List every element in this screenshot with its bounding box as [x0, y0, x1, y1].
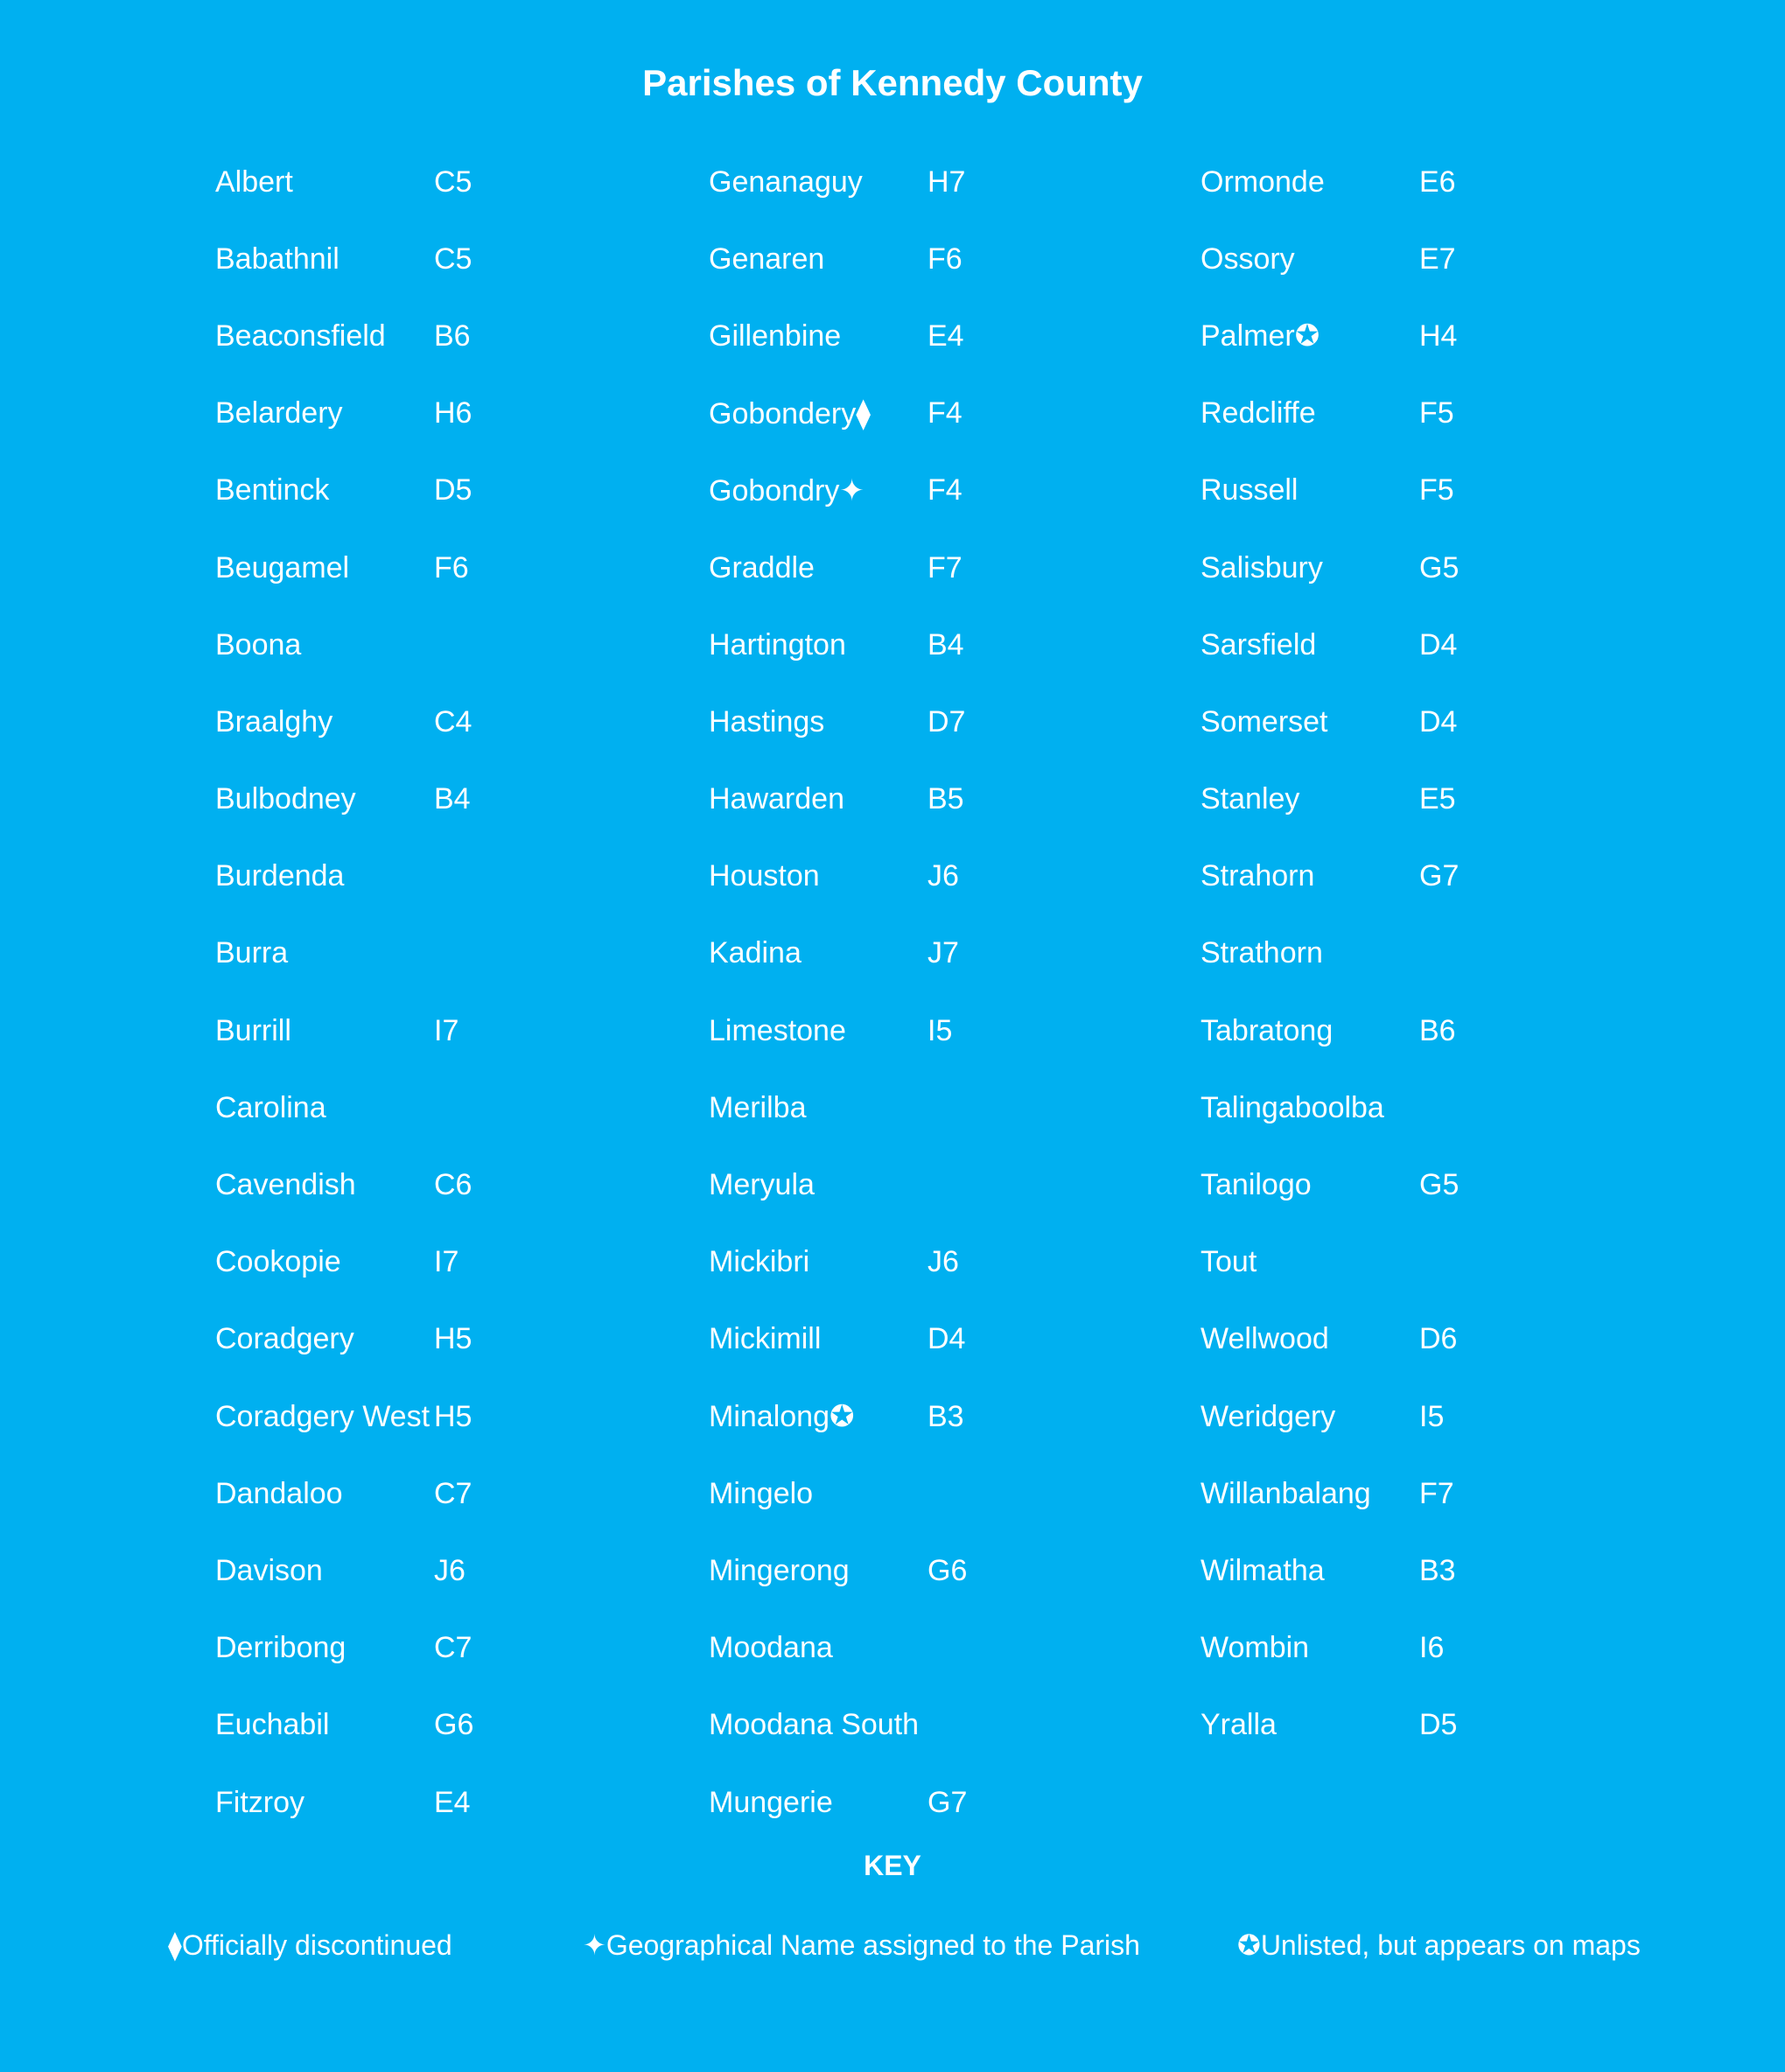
parish-row [1200, 1378, 1524, 1455]
parish-grid-ref: B6 [1419, 1013, 1456, 1047]
parish-name: Houston [709, 859, 820, 893]
parish-name: Gobondery⧫ [709, 396, 872, 430]
parish-row [215, 915, 539, 992]
parish-row [709, 452, 1032, 529]
parish-row [215, 220, 539, 298]
parish-name: Babathnil [215, 242, 340, 276]
parish-grid-ref: F4 [928, 473, 962, 508]
parish-row [215, 1455, 539, 1532]
parish-grid-ref: H5 [434, 1399, 472, 1433]
parish-name: Wombin [1200, 1631, 1310, 1665]
parish-grid-ref: C7 [434, 1631, 472, 1665]
parish-name: Davison [215, 1553, 323, 1587]
legend-geographical-name: ✦Geographical Name assigned to the Parish [583, 1929, 1140, 1961]
parish-name: Braalghy [215, 704, 333, 738]
parish-row [215, 992, 539, 1069]
parish-row [215, 529, 539, 606]
parish-name: Fitzroy [215, 1785, 304, 1819]
parish-row [709, 1610, 1032, 1687]
parish-row [1200, 1687, 1524, 1764]
parish-grid-ref: B3 [928, 1399, 964, 1433]
parish-row [1200, 452, 1524, 529]
parish-row [215, 1610, 539, 1687]
parish-column-2 [709, 144, 1032, 1841]
parish-grid-ref: H4 [1419, 318, 1458, 353]
parish-row [1200, 529, 1524, 606]
parish-name: Strahorn [1200, 859, 1315, 893]
parish-row [215, 298, 539, 374]
legend-unlisted: ✪Unlisted, but appears on maps [1237, 1929, 1641, 1961]
parish-row [215, 1687, 539, 1764]
parish-grid-ref: E4 [928, 318, 964, 353]
parish-grid-ref: C4 [434, 704, 472, 738]
parish-row [215, 1532, 539, 1609]
parish-row [215, 1764, 539, 1841]
parish-name: Stanley [1200, 782, 1300, 816]
parish-grid-ref: D4 [1419, 627, 1458, 662]
parish-grid-ref: E5 [1419, 782, 1456, 816]
parish-name: Bulbodney [215, 782, 356, 816]
parish-name: Dandaloo [215, 1476, 343, 1510]
parish-row [1200, 683, 1524, 760]
parish-grid-ref: G5 [1419, 1168, 1460, 1202]
parish-row [215, 1378, 539, 1455]
parish-grid-ref: G6 [928, 1553, 968, 1587]
parish-grid-ref: J7 [928, 936, 959, 970]
legend-discontinued: ⧫Officially discontinued [168, 1929, 452, 1961]
parish-name: Hastings [709, 704, 825, 738]
parish-name: Burra [215, 936, 289, 970]
parish-grid-ref: D7 [928, 704, 966, 738]
parish-grid-ref: I5 [928, 1013, 953, 1047]
parish-name: Moodana South [709, 1708, 920, 1742]
parish-grid-ref: C7 [434, 1476, 472, 1510]
parish-row [215, 606, 539, 683]
parish-grid-ref: F7 [1419, 1476, 1454, 1510]
parish-name: Somerset [1200, 704, 1328, 738]
parish-grid-ref: G6 [434, 1708, 474, 1742]
parish-name: Belardery [215, 396, 343, 430]
parish-row [709, 1224, 1032, 1301]
parish-row [215, 761, 539, 838]
parish-name: Coradgery [215, 1322, 354, 1356]
parish-row [1200, 298, 1524, 374]
parish-name: Genaren [709, 242, 825, 276]
parish-name: Burdenda [215, 859, 345, 893]
parish-name: Redcliffe [1200, 396, 1316, 430]
parish-column-3 [1200, 144, 1524, 1764]
parish-row [709, 915, 1032, 992]
parish-name: Sarsfield [1200, 627, 1317, 662]
parish-name: Strathorn [1200, 936, 1323, 970]
parish-row [709, 761, 1032, 838]
parish-row [215, 144, 539, 220]
parish-name: Beaconsfield [215, 318, 386, 353]
parish-grid-ref: I7 [434, 1013, 459, 1047]
parish-grid-ref: D4 [928, 1322, 966, 1356]
parish-name: Coradgery West [215, 1399, 430, 1433]
parish-row [1200, 1610, 1524, 1687]
parish-row [215, 683, 539, 760]
parish-name: Gillenbine [709, 318, 842, 353]
parish-grid-ref: I7 [434, 1245, 459, 1279]
parish-grid-ref: I5 [1419, 1399, 1445, 1433]
parish-name: Cookopie [215, 1245, 341, 1279]
parish-row [709, 220, 1032, 298]
parish-name: Cavendish [215, 1168, 356, 1202]
parish-name: Wilmatha [1200, 1553, 1325, 1587]
parish-grid-ref: G7 [1419, 859, 1460, 893]
parish-name: Yralla [1200, 1708, 1277, 1742]
parish-row [709, 1378, 1032, 1455]
parish-grid-ref: I6 [1419, 1631, 1445, 1665]
parish-row [1200, 1455, 1524, 1532]
parish-row [709, 1069, 1032, 1146]
parish-row [215, 1224, 539, 1301]
parish-row [1200, 144, 1524, 220]
parish-grid-ref: J6 [928, 859, 959, 893]
parish-row [1200, 915, 1524, 992]
parish-name: Graddle [709, 550, 815, 584]
parish-grid-ref: B4 [928, 627, 964, 662]
parish-grid-ref: F5 [1419, 473, 1454, 508]
parish-grid-ref: F6 [928, 242, 962, 276]
parish-row [709, 375, 1032, 452]
parish-grid-ref: J6 [928, 1245, 959, 1279]
parish-row [1200, 1146, 1524, 1223]
parish-row [1200, 606, 1524, 683]
parish-grid-ref: D4 [1419, 704, 1458, 738]
parish-grid-ref: G7 [928, 1785, 968, 1819]
parish-name: Beugamel [215, 550, 350, 584]
parish-grid-ref: B4 [434, 782, 471, 816]
parish-name: Genanaguy [709, 164, 863, 199]
parish-name: Wellwood [1200, 1322, 1329, 1356]
parish-grid-ref: D5 [434, 473, 472, 508]
parish-name: Palmer✪ [1200, 319, 1320, 354]
parish-grid-ref: E7 [1419, 242, 1456, 276]
parish-row [1200, 992, 1524, 1069]
parish-name: Willanbalang [1200, 1476, 1371, 1510]
parish-name: Russell [1200, 473, 1298, 508]
parish-name: Salisbury [1200, 550, 1323, 584]
parish-name: Bentinck [215, 473, 330, 508]
parish-name: Kadina [709, 936, 802, 970]
parish-row [709, 144, 1032, 220]
parish-grid-ref: F5 [1419, 396, 1454, 430]
parish-row [1200, 838, 1524, 915]
parish-grid-ref: J6 [434, 1553, 466, 1587]
parish-name: Meryula [709, 1168, 815, 1202]
parish-row [215, 375, 539, 452]
parish-name: Derribong [215, 1631, 346, 1665]
parish-name: Minalong✪ [709, 1400, 855, 1434]
parish-name: Mingerong [709, 1553, 850, 1587]
parish-row [709, 606, 1032, 683]
parish-row [215, 838, 539, 915]
parish-grid-ref: H6 [434, 396, 472, 430]
parish-name: Weridgery [1200, 1399, 1336, 1433]
parish-row [709, 1764, 1032, 1841]
parish-row [1200, 1069, 1524, 1146]
parish-name: Albert [215, 164, 293, 199]
parish-name: Mickibri [709, 1245, 810, 1279]
parish-grid-ref: D6 [1419, 1322, 1458, 1356]
parish-row [1200, 1532, 1524, 1609]
parish-row [709, 992, 1032, 1069]
parish-row [1200, 1224, 1524, 1301]
parish-name: Ossory [1200, 242, 1295, 276]
parish-grid-ref: C5 [434, 242, 472, 276]
parish-row [709, 1301, 1032, 1378]
parish-name: Gobondry✦ [709, 473, 864, 508]
parish-name: Hartington [709, 627, 846, 662]
parish-grid-ref: G5 [1419, 550, 1460, 584]
parish-grid-ref: H7 [928, 164, 966, 199]
parish-row [215, 1301, 539, 1378]
parish-name: Limestone [709, 1013, 846, 1047]
parish-row [1200, 220, 1524, 298]
parish-row [709, 1146, 1032, 1223]
parish-name: Burrill [215, 1013, 291, 1047]
parish-grid-ref: B3 [1419, 1553, 1456, 1587]
parish-name: Euchabil [215, 1708, 330, 1742]
parish-row [709, 1532, 1032, 1609]
parish-grid-ref: B5 [928, 782, 964, 816]
parish-row [709, 1455, 1032, 1532]
parish-grid-ref: D5 [1419, 1708, 1458, 1742]
key-title: KEY [864, 1850, 921, 1881]
parish-name: Hawarden [709, 782, 844, 816]
page-title: Parishes of Kennedy County [642, 62, 1143, 103]
parish-name: Mingelo [709, 1476, 814, 1510]
parish-grid-ref: H5 [434, 1322, 472, 1356]
parish-grid-ref: B6 [434, 318, 471, 353]
parish-name: Mungerie [709, 1785, 833, 1819]
parish-name: Ormonde [1200, 164, 1325, 199]
parish-grid-ref: E6 [1419, 164, 1456, 199]
parish-name: Mickimill [709, 1322, 822, 1356]
parish-grid-ref: C6 [434, 1168, 472, 1202]
parish-grid-ref: F6 [434, 550, 469, 584]
parish-grid-ref: F7 [928, 550, 962, 584]
parish-row [709, 683, 1032, 760]
parish-name: Tanilogo [1200, 1168, 1312, 1202]
parish-row [1200, 1301, 1524, 1378]
parish-row [709, 298, 1032, 374]
parish-row [709, 529, 1032, 606]
parish-row [709, 1687, 1032, 1764]
parish-row [215, 1069, 539, 1146]
parish-row [215, 1146, 539, 1223]
parish-grid-ref: F4 [928, 396, 962, 430]
parish-row [1200, 761, 1524, 838]
parish-name: Merilba [709, 1090, 807, 1124]
parish-name: Tout [1200, 1245, 1257, 1279]
parish-name: Boona [215, 627, 302, 662]
parish-row [709, 838, 1032, 915]
parish-name: Talingaboolba [1200, 1090, 1384, 1124]
parish-name: Carolina [215, 1090, 326, 1124]
parish-column-1 [215, 144, 539, 1841]
parish-grid-ref: E4 [434, 1785, 471, 1819]
parish-name: Moodana [709, 1631, 833, 1665]
parish-row [215, 452, 539, 529]
parish-grid-ref: C5 [434, 164, 472, 199]
parish-name: Tabratong [1200, 1013, 1334, 1047]
parish-row [1200, 375, 1524, 452]
